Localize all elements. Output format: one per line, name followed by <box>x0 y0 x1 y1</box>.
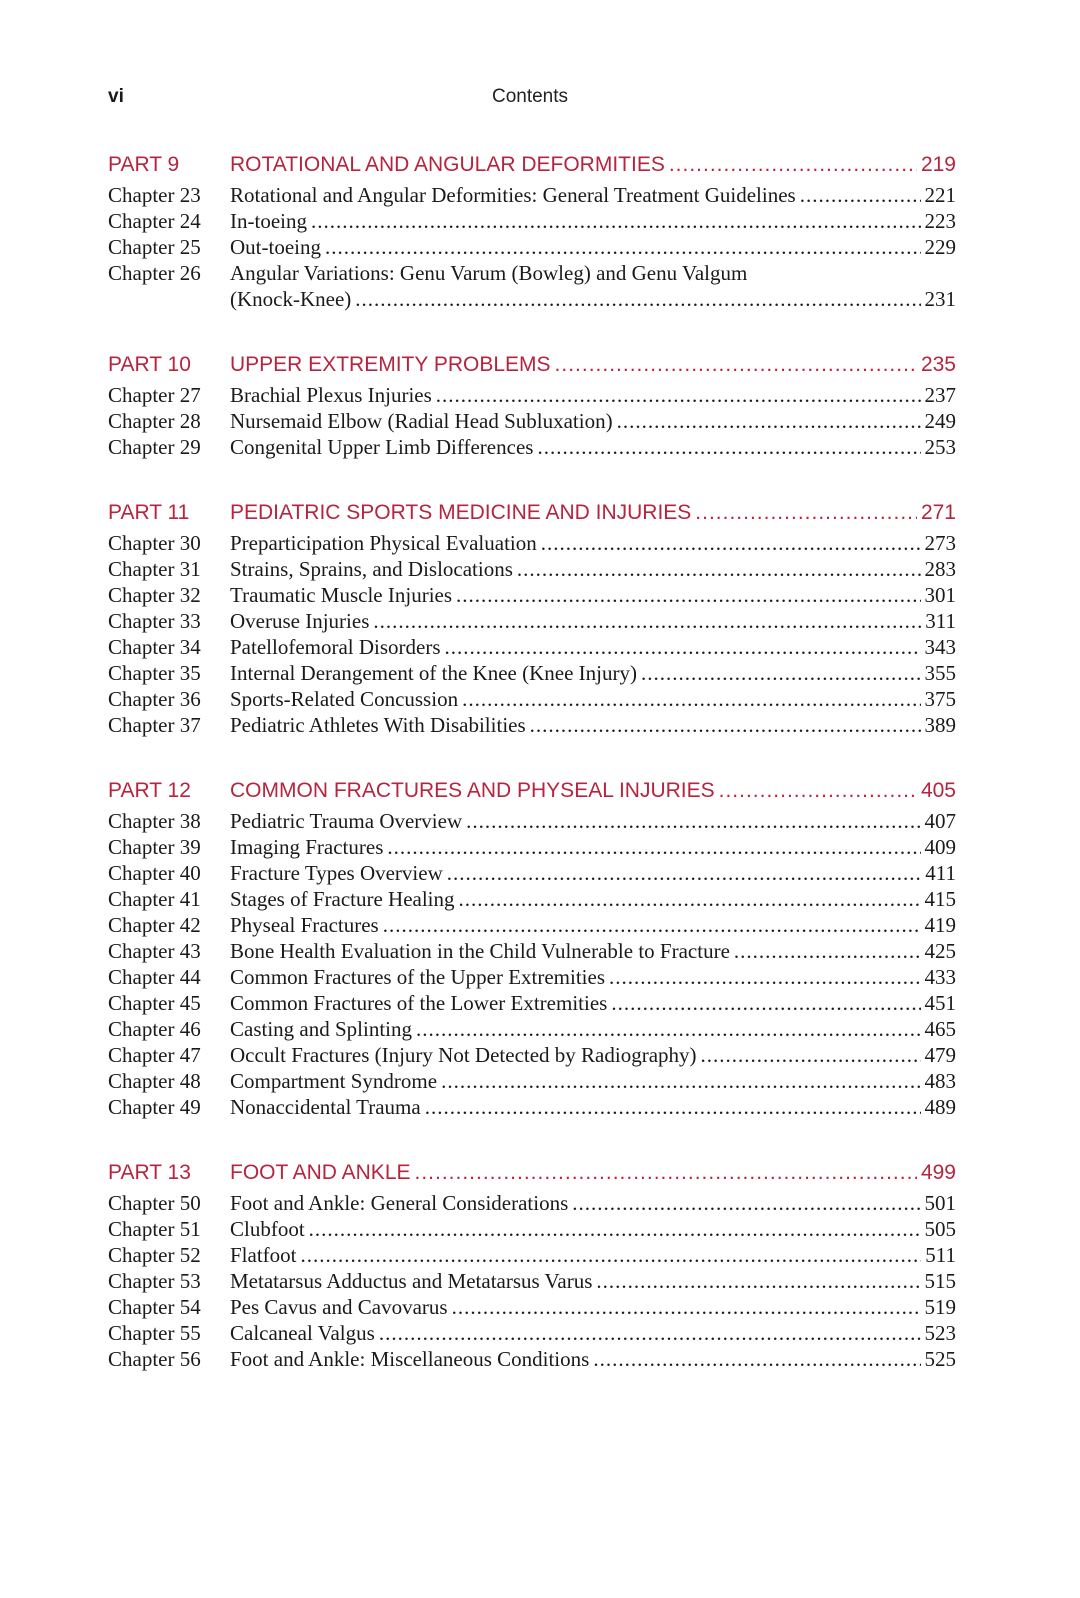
chapter-title: Out-toeing <box>230 235 321 259</box>
section-gap <box>108 312 956 348</box>
chapter-title: Clubfoot <box>230 1217 305 1241</box>
leader-dots <box>701 1042 921 1068</box>
chapter-label: Chapter 51 <box>108 1217 201 1241</box>
chapter-entry[interactable] <box>108 208 956 234</box>
leader-dots <box>593 1346 920 1372</box>
leader-dots <box>617 408 921 434</box>
chapter-page-number: 311 <box>925 609 956 633</box>
chapter-title: Imaging Fractures <box>230 835 384 859</box>
table-of-contents <box>108 148 956 1372</box>
chapter-label: Chapter 27 <box>108 383 201 407</box>
chapter-entry[interactable] <box>108 1268 956 1294</box>
chapter-title: Calcaneal Valgus <box>230 1321 375 1345</box>
chapter-title: Stages of Fracture Healing <box>230 887 455 911</box>
chapter-title: Internal Derangement of the Knee (Knee Injury) <box>230 661 637 685</box>
chapter-title: Traumatic Muscle Injuries <box>230 583 453 607</box>
chapter-entry[interactable] <box>108 964 956 990</box>
leader-dots <box>325 234 921 260</box>
chapter-entry[interactable] <box>108 1242 956 1268</box>
chapter-label: Chapter 41 <box>108 887 201 911</box>
leader-dots <box>462 686 920 712</box>
chapter-page-number: 223 <box>924 209 956 233</box>
chapter-label: Chapter 43 <box>108 939 201 963</box>
chapter-title: Angular Variations: Genu Varum (Bowleg) and Genu Valgum <box>230 261 748 285</box>
chapter-label: Chapter 24 <box>108 209 201 233</box>
chapter-page-number: 343 <box>924 635 956 659</box>
part-heading[interactable] <box>108 496 956 530</box>
part-label: PART 13 <box>108 1161 191 1184</box>
chapter-page-number: 523 <box>924 1321 956 1345</box>
part-page-number: 219 <box>920 153 956 176</box>
leader-dots <box>373 608 921 634</box>
section-gap <box>108 738 956 774</box>
chapter-label: Chapter 44 <box>108 965 201 989</box>
chapter-entry[interactable] <box>108 1346 956 1372</box>
chapter-entry[interactable] <box>108 686 956 712</box>
leader-dots <box>301 1242 922 1268</box>
chapter-label: Chapter 53 <box>108 1269 201 1293</box>
chapter-page-number: 511 <box>925 1243 956 1267</box>
chapter-page-number: 409 <box>924 835 956 859</box>
leader-dots <box>466 808 920 834</box>
chapter-label: Chapter 42 <box>108 913 201 937</box>
chapter-title: Foot and Ankle: Miscellaneous Conditions <box>230 1347 590 1371</box>
part-label: PART 10 <box>108 353 191 376</box>
chapter-page-number: 465 <box>924 1017 956 1041</box>
chapter-label: Chapter 37 <box>108 713 201 737</box>
part-title: COMMON FRACTURES AND PHYSEAL INJURIES <box>230 779 715 802</box>
chapter-entry[interactable] <box>108 1016 956 1042</box>
chapter-entry[interactable] <box>108 912 956 938</box>
chapter-entry[interactable] <box>108 1320 956 1346</box>
leader-dots <box>611 990 920 1016</box>
chapter-title: Congenital Upper Limb Differences <box>230 435 534 459</box>
chapter-entry[interactable] <box>108 408 956 434</box>
leader-dots <box>517 556 921 582</box>
part-title: FOOT AND ANKLE <box>230 1161 411 1184</box>
chapter-title: Overuse Injuries <box>230 609 370 633</box>
leader-dots <box>719 774 917 808</box>
chapter-label: Chapter 38 <box>108 809 201 833</box>
leader-dots <box>641 660 921 686</box>
chapter-page-number: 479 <box>924 1043 956 1067</box>
chapter-title: Nursemaid Elbow (Radial Head Subluxation) <box>230 409 613 433</box>
chapter-label: Chapter 56 <box>108 1347 201 1371</box>
chapter-title: Common Fractures of the Lower Extremities <box>230 991 608 1015</box>
chapter-label: Chapter 48 <box>108 1069 201 1093</box>
part-page-number: 499 <box>920 1161 956 1184</box>
part-page-number: 235 <box>920 353 956 376</box>
leader-dots <box>572 1190 920 1216</box>
chapter-page-number: 433 <box>924 965 956 989</box>
chapter-page-number: 419 <box>924 913 956 937</box>
chapter-title: Preparticipation Physical Evaluation <box>230 531 537 555</box>
chapter-page-number: 505 <box>924 1217 956 1241</box>
chapter-page-number: 273 <box>924 531 956 555</box>
part-heading[interactable] <box>108 348 956 382</box>
chapter-page-number: 519 <box>924 1295 956 1319</box>
part-heading[interactable] <box>108 1156 956 1190</box>
page-number: vi <box>108 86 124 107</box>
part-heading[interactable] <box>108 148 956 182</box>
chapter-entry[interactable] <box>108 990 956 1016</box>
leader-dots <box>609 964 921 990</box>
leader-dots <box>436 382 921 408</box>
chapter-title: Pediatric Trauma Overview <box>230 809 463 833</box>
leader-dots <box>669 148 917 182</box>
chapter-title: Pediatric Athletes With Disabilities <box>230 713 526 737</box>
part-label: PART 11 <box>108 501 190 524</box>
chapter-title: Nonaccidental Trauma <box>230 1095 421 1119</box>
chapter-entry[interactable] <box>108 556 956 582</box>
part-title: UPPER EXTREMITY PROBLEMS <box>230 353 551 376</box>
chapter-entry[interactable] <box>108 530 956 556</box>
chapter-label: Chapter 33 <box>108 609 201 633</box>
chapter-entry[interactable] <box>108 582 956 608</box>
chapter-entry[interactable] <box>108 1190 956 1216</box>
chapter-title: Foot and Ankle: General Considerations <box>230 1191 569 1215</box>
chapter-entry[interactable] <box>108 382 956 408</box>
leader-dots <box>537 434 920 460</box>
chapter-label: Chapter 46 <box>108 1017 201 1041</box>
chapter-label: Chapter 47 <box>108 1043 201 1067</box>
chapter-page-number: 415 <box>924 887 956 911</box>
chapter-label: Chapter 49 <box>108 1095 201 1119</box>
leader-dots <box>596 1268 920 1294</box>
part-heading[interactable] <box>108 774 956 808</box>
leader-dots <box>425 1094 921 1120</box>
chapter-title: Casting and Splinting <box>230 1017 413 1041</box>
leader-dots <box>530 712 921 738</box>
chapter-page-number: 283 <box>924 557 956 581</box>
chapter-entry[interactable] <box>108 1094 956 1120</box>
leader-dots <box>383 912 921 938</box>
chapter-label: Chapter 52 <box>108 1243 201 1267</box>
chapter-page-number: 253 <box>924 435 956 459</box>
part-title: ROTATIONAL AND ANGULAR DEFORMITIES <box>230 153 665 176</box>
chapter-entry[interactable] <box>108 712 956 738</box>
chapter-title: Flatfoot <box>230 1243 297 1267</box>
chapter-label: Chapter 45 <box>108 991 201 1015</box>
chapter-entry[interactable] <box>108 660 956 686</box>
chapter-title: Fracture Types Overview <box>230 861 443 885</box>
chapter-label: Chapter 23 <box>108 183 201 207</box>
chapter-page-number: 229 <box>924 235 956 259</box>
leader-dots <box>309 1216 921 1242</box>
chapter-label: Chapter 40 <box>108 861 201 885</box>
chapter-page-number: 525 <box>924 1347 956 1371</box>
leader-dots <box>459 886 921 912</box>
leader-dots <box>387 834 920 860</box>
chapter-title: Pes Cavus and Cavovarus <box>230 1295 448 1319</box>
chapter-entry-continued[interactable] <box>108 286 956 312</box>
chapter-entry[interactable] <box>108 1216 956 1242</box>
chapter-entry[interactable] <box>108 182 956 208</box>
part-page-number: 271 <box>920 501 956 524</box>
chapter-label: Chapter 29 <box>108 435 201 459</box>
running-head: Contents <box>491 86 569 107</box>
chapter-title: Brachial Plexus Injuries <box>230 383 432 407</box>
chapter-label: Chapter 54 <box>108 1295 201 1319</box>
chapter-title: Common Fractures of the Upper Extremities <box>230 965 605 989</box>
chapter-label: Chapter 31 <box>108 557 201 581</box>
chapter-entry[interactable] <box>108 834 956 860</box>
leader-dots <box>456 582 920 608</box>
leader-dots <box>441 1068 920 1094</box>
leader-dots <box>355 286 920 312</box>
chapter-page-number: 489 <box>924 1095 956 1119</box>
leader-dots <box>452 1294 921 1320</box>
chapter-page-number: 501 <box>924 1191 956 1215</box>
chapter-page-number: 221 <box>924 183 956 207</box>
chapter-entry[interactable] <box>108 938 956 964</box>
chapter-page-number: 411 <box>925 861 956 885</box>
leader-dots <box>415 1156 917 1190</box>
leader-dots <box>416 1016 920 1042</box>
chapter-label: Chapter 26 <box>108 261 201 285</box>
chapter-label: Chapter 34 <box>108 635 201 659</box>
chapter-page-number: 375 <box>924 687 956 711</box>
chapter-page-number: 407 <box>924 809 956 833</box>
chapter-label: Chapter 35 <box>108 661 201 685</box>
chapter-title: Metatarsus Adductus and Metatarsus Varus <box>230 1269 593 1293</box>
chapter-page-number: 483 <box>924 1069 956 1093</box>
chapter-label: Chapter 36 <box>108 687 201 711</box>
chapter-page-number: 355 <box>924 661 956 685</box>
leader-dots <box>447 860 922 886</box>
chapter-label: Chapter 39 <box>108 835 201 859</box>
chapter-title: Bone Health Evaluation in the Child Vulnerable to Fracture <box>230 939 730 963</box>
chapter-entry[interactable] <box>108 1294 956 1320</box>
chapter-title: Rotational and Angular Deformities: General Treatment Guidelines <box>230 183 796 207</box>
chapter-page-number: 249 <box>924 409 956 433</box>
chapter-entry[interactable] <box>108 808 956 834</box>
chapter-page-number: 451 <box>924 991 956 1015</box>
chapter-title: Occult Fractures (Injury Not Detected by Radiography) <box>230 1043 697 1067</box>
section-gap <box>108 1120 956 1156</box>
leader-dots <box>541 530 921 556</box>
leader-dots <box>445 634 921 660</box>
leader-dots <box>695 496 917 530</box>
section-gap <box>108 460 956 496</box>
chapter-label: Chapter 25 <box>108 235 201 259</box>
chapter-entry[interactable] <box>108 860 956 886</box>
chapter-page-number: 389 <box>924 713 956 737</box>
chapter-title: Patellofemoral Disorders <box>230 635 441 659</box>
leader-dots <box>555 348 917 382</box>
chapter-title-continued: (Knock-Knee) <box>230 287 352 311</box>
chapter-page-number: 425 <box>924 939 956 963</box>
leader-dots <box>734 938 921 964</box>
chapter-page-number: 515 <box>924 1269 956 1293</box>
part-label: PART 12 <box>108 779 191 802</box>
chapter-label: Chapter 30 <box>108 531 201 555</box>
chapter-page-number: 237 <box>924 383 956 407</box>
chapter-entry[interactable] <box>108 1042 956 1068</box>
chapter-title: Strains, Sprains, and Dislocations <box>230 557 513 581</box>
leader-dots <box>379 1320 921 1346</box>
chapter-page-number: 231 <box>924 287 956 311</box>
chapter-label: Chapter 28 <box>108 409 201 433</box>
part-page-number: 405 <box>920 779 956 802</box>
chapter-entry[interactable] <box>108 634 956 660</box>
chapter-title: Sports-Related Concussion <box>230 687 459 711</box>
chapter-label: Chapter 50 <box>108 1191 201 1215</box>
chapter-label: Chapter 55 <box>108 1321 201 1345</box>
chapter-title: Compartment Syndrome <box>230 1069 438 1093</box>
chapter-entry[interactable] <box>108 434 956 460</box>
chapter-entry[interactable] <box>108 260 956 286</box>
part-title: PEDIATRIC SPORTS MEDICINE AND INJURIES <box>230 501 692 524</box>
leader-dots <box>800 182 921 208</box>
chapter-entry[interactable] <box>108 1068 956 1094</box>
chapter-title: In-toeing <box>230 209 307 233</box>
chapter-page-number: 301 <box>924 583 956 607</box>
chapter-label: Chapter 32 <box>108 583 201 607</box>
chapter-title: Physeal Fractures <box>230 913 379 937</box>
chapter-entry[interactable] <box>108 608 956 634</box>
part-label: PART 9 <box>108 153 180 176</box>
leader-dots <box>311 208 921 234</box>
chapter-entry[interactable] <box>108 886 956 912</box>
chapter-entry[interactable] <box>108 234 956 260</box>
